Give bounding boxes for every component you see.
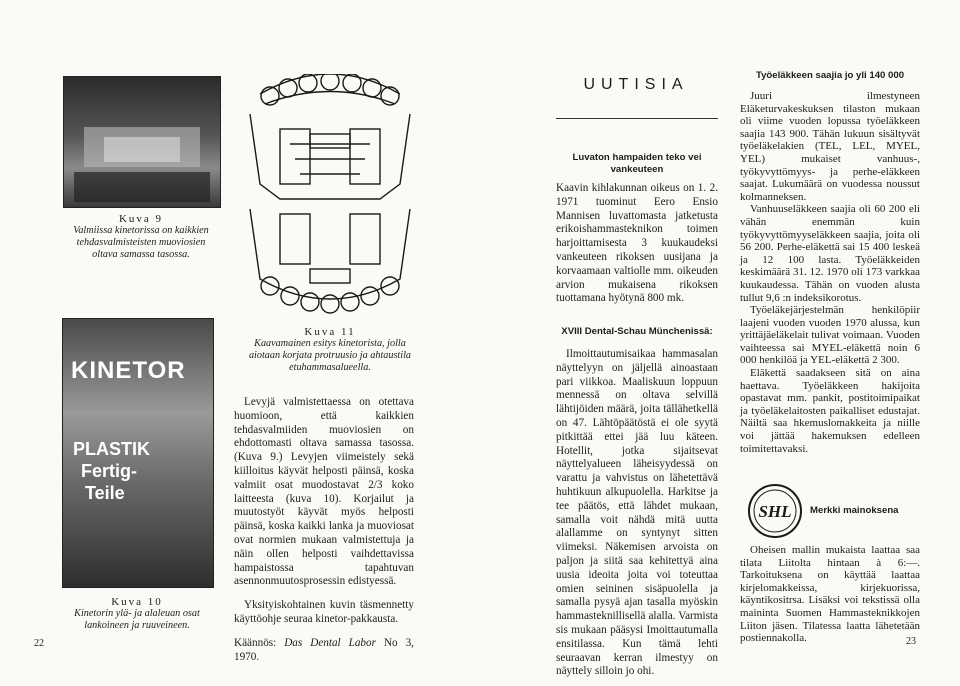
article3-paragraph-1: Juuri ilmestyneen Eläketurvakeskuksen tilaston mukaan oli viime vuoden lopussa työeläkkeen saajia 143 900. Tähän lukuun sisältyvät työeläkelakien (TEL, LEL, MYEL, YEL) mukaiset vanhuus-, työkyvyttömyys- ja perhe-eläkkeen saajat. Lukumäärä on vuodessa noussut kolmanneksen. <box>740 90 920 203</box>
article2-body <box>556 348 718 679</box>
caption-kuva-10 <box>62 596 212 632</box>
article3-paragraph-4: Eläkettä saadakseen sitä on aina haettava. Työeläkkeen hakijoita opastavat mm. pankit, postitoimipaikat ja työeläkelaitosten paikalliset edustajat. Näiltä saa hkemuslomakkeita ja niille voi jättää hakemuksen edelleen toimitettavaksi. <box>740 367 920 455</box>
left-body-paragraph-1: Levyjä valmistettaessa on otettava huomioon, että kaikkien tehdasvalmiiden muoviosien on ehdottomasti oltava samassa tasossa. (Kuva 9.) Levyjen viimeistely sekä kiilloitus käyvät helposti päinsä, koska valmiit osat muodostavat 2/3 koko laitteesta (kuva 10). Korjailut ja muutostyöt käyvät myös helposti päinsä, koska kaikki lanka ja muoviosat ovat normien mukaan valmistettuja ja näin ollen helposti vaihdettavissa hampaistossa tapahtuvan asennonmuutosprosessin edistyessä. <box>234 396 414 588</box>
section-header-uutisia: UUTISIA <box>583 76 689 93</box>
caption-kuva-9-text: Valmiissa kinetorissa on kaikkien tehdasvalmisteisten muoviosien oltava samassa tasossa. <box>73 225 209 260</box>
translator-line <box>234 637 414 665</box>
article3-title: Työeläkkeen saajia jo yli 140 000 <box>755 70 905 81</box>
caption-kuva-11-label: Kuva 11 <box>304 326 356 338</box>
caption-kuva-11 <box>240 326 420 374</box>
shl-logo-graphic <box>747 483 803 539</box>
dental-diagram-kuva-11 <box>240 74 420 314</box>
left-body-paragraph-2: Yksityiskohtainen kuvin täsmennetty käyttöohje seuraa kinetor-pakkausta. <box>234 599 414 625</box>
photo-kuva-10 <box>62 318 214 588</box>
caption-kuva-9-label: Kuva 9 <box>118 213 164 225</box>
photo-kuva-10-brand-kinetor: KINETOR <box>71 357 186 384</box>
article4-body <box>740 544 920 645</box>
article4-title: Merkki mainoksena <box>810 505 899 516</box>
photo-kuva-10-brand-teile: Teile <box>85 483 125 503</box>
article3-paragraph-2: Vanhuuseläkkeen saajia oli 60 200 eli vähän enemmän kuin työkyvyttömyyseläkkeen saajia, joita oli 56 200. Perhe-eläkettä sai 15 400 leskeä ja 12 100 lasta. Työeläkkeiden keskimäärä 31. 12. 1970 oli 173 varkkaa kuukaudessa. Tähän on vuoden alusta tullut 9,6 :n indeksikorotus. <box>740 203 920 304</box>
translator-prefix: Käännös: <box>234 636 285 649</box>
translator-source: Das Dental Labor <box>284 636 376 649</box>
header-divider <box>556 118 718 119</box>
shl-logo <box>747 483 803 539</box>
article4-text: Oheisen mallin mukaista laattaa saa tilata Liitolta hintaan à 6:—. Tarkoituksena on käyttää laattaa kirjelomakkeissa, kirjekuorissa, käyntikositrsa. Lisäksi voi tekstissä olla maininta Suomen Hammasteknikkojen Liiton jäsen. Tilatessa laatta lähetetään postiennakolla. <box>740 544 920 645</box>
article2-title: XVIII Dental-Schau Münchenissä: <box>561 326 713 337</box>
caption-kuva-9 <box>63 213 219 261</box>
article1-text: Kaavin kihlakunnan oikeus on 1. 2. 1971 tuominut Eero Ensio Mannisen luvattomasta jatketusta erikoishammasteknikon toimen harjoittamisesta 3 kuukaudeksi vankeuteen rikoksen uusijana ja korvaamaan valtiolle mm. oikeuden arvion mukaisena rikoksen tuottamana hyötynä 800 mk. <box>556 182 718 305</box>
caption-kuva-10-label: Kuva 10 <box>111 596 163 608</box>
right-page-number: 23 <box>906 636 916 647</box>
left-page-number: 22 <box>34 638 44 649</box>
article3-body <box>740 90 920 455</box>
caption-kuva-11-text: Kaavamainen esitys kinetorista, jolla aiotaan korjata protruusio ja ahtaustila etuhammasalueella. <box>248 338 412 373</box>
caption-kuva-10-text: Kinetorin ylä- ja alaleuan osat lankoineen ja ruuveineen. <box>74 608 200 631</box>
article1-body <box>556 182 718 306</box>
photo-kuva-9-image <box>64 77 220 207</box>
photo-kuva-10-brand-plastik: PLASTIK <box>73 439 151 459</box>
shl-logo-text: SHL <box>758 502 792 521</box>
left-body-text <box>234 396 414 664</box>
dental-arch-diagram <box>240 74 420 314</box>
article1-title: Luvaton hampaiden teko vei vankeuteen <box>572 152 702 175</box>
article2-text: Ilmoittautumisaikaa hammasalan näyttelyyn on jäljellä ainoastaan pari viikkoa. Maaliskuun loppuun mennessä on oltava selvillä lähtijöiden määrä, joita tällähetkellä on 47. Lähtöpäätöstä ei ole syytä pitkittää ettei jää luu käteen. Hotellit, jotka sijaitsevat näyttelyalueen läheisyydessä on varattu ja vahvistus on lähetettävä huhtikuun alkupuolella. Harkitse ja tee päätös, että lähdet mukaan, samalla voit nähdä mitä uutta alallamme on syntynyt sitten viimeksi. Näkemisen arvoista on paljon ja siitä saa kehitettyä aina uusia ideoita joita voi toteuttaa omien seininen sisäpuolella ja samalla pysyä ajan tasalla myöskin hammasteknillisellä alalla. Varmista sis mukaan pääsysi Imoittautumalla ensitilassa. Kun tämä lehti seuraavan kerran ilmestyy on näyttely silloin jo ohi. <box>556 348 718 678</box>
article3-paragraph-3: Työeläkejärjestelmän henkilöpiir laajeni vuoden vuoden 1970 alussa, kun yrittäjäeläkelait tulivat voimaan. Vuoden vaihteessa sai MYEL-eläkettä noin 6 000 henkilöä ja YEL-eläkettä 2 300. <box>740 304 920 367</box>
photo-kuva-9 <box>63 76 221 208</box>
photo-kuva-10-brand-fertig: Fertig- <box>81 461 137 481</box>
translator-suffix: No 3, 1970. <box>234 636 414 663</box>
